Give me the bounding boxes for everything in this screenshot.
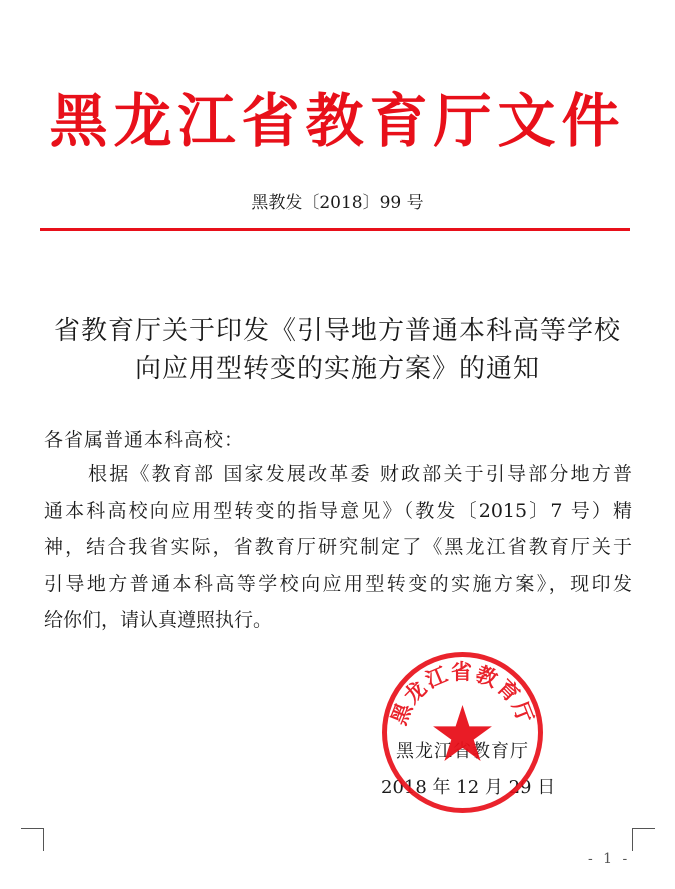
masthead-title: 黑龙江省教育厅文件: [49, 87, 626, 155]
body-line-3: 神，结合我省实际，省教育厅研究制定了《黑龙江省教育厅关于: [44, 536, 632, 558]
body-line-2: 通本科高校向应用型转变的指导意见》（教发〔2015〕7 号）精: [44, 499, 632, 522]
notice-title-line-2: 向应用型转变的实施方案》的通知: [134, 354, 540, 384]
notice-title: [20, 312, 655, 388]
body-line-4: 引导地方普通本科高等学校向应用型转变的实施方案》，现印发: [44, 572, 632, 595]
svg-text:黑龙江省教育厅: 黑龙江省教育厅: [386, 660, 539, 729]
official-seal: [380, 650, 545, 815]
red-divider-rule: [40, 228, 630, 231]
body-line-1: 根据《教育部 国家发展改革委 财政部关于引导部分地方普: [88, 463, 632, 485]
addressee: 各省属普通本科高校：: [44, 429, 245, 451]
page-number: - 1 -: [588, 851, 631, 867]
page-corner-mark-left: [21, 828, 44, 851]
page-corner-mark-right: [632, 828, 655, 851]
signature-date: 2018 年 12 月 29 日: [381, 777, 556, 798]
body-line-5: 给你们，请认真遵照执行。: [44, 609, 273, 631]
signature-organization: 黑龙江省教育厅: [396, 741, 529, 762]
notice-title-line-1: 省教育厅关于印发《引导地方普通本科高等学校: [53, 316, 621, 346]
document-number: 黑教发〔2018〕99 号: [251, 193, 424, 213]
body-paragraph: [44, 456, 632, 639]
